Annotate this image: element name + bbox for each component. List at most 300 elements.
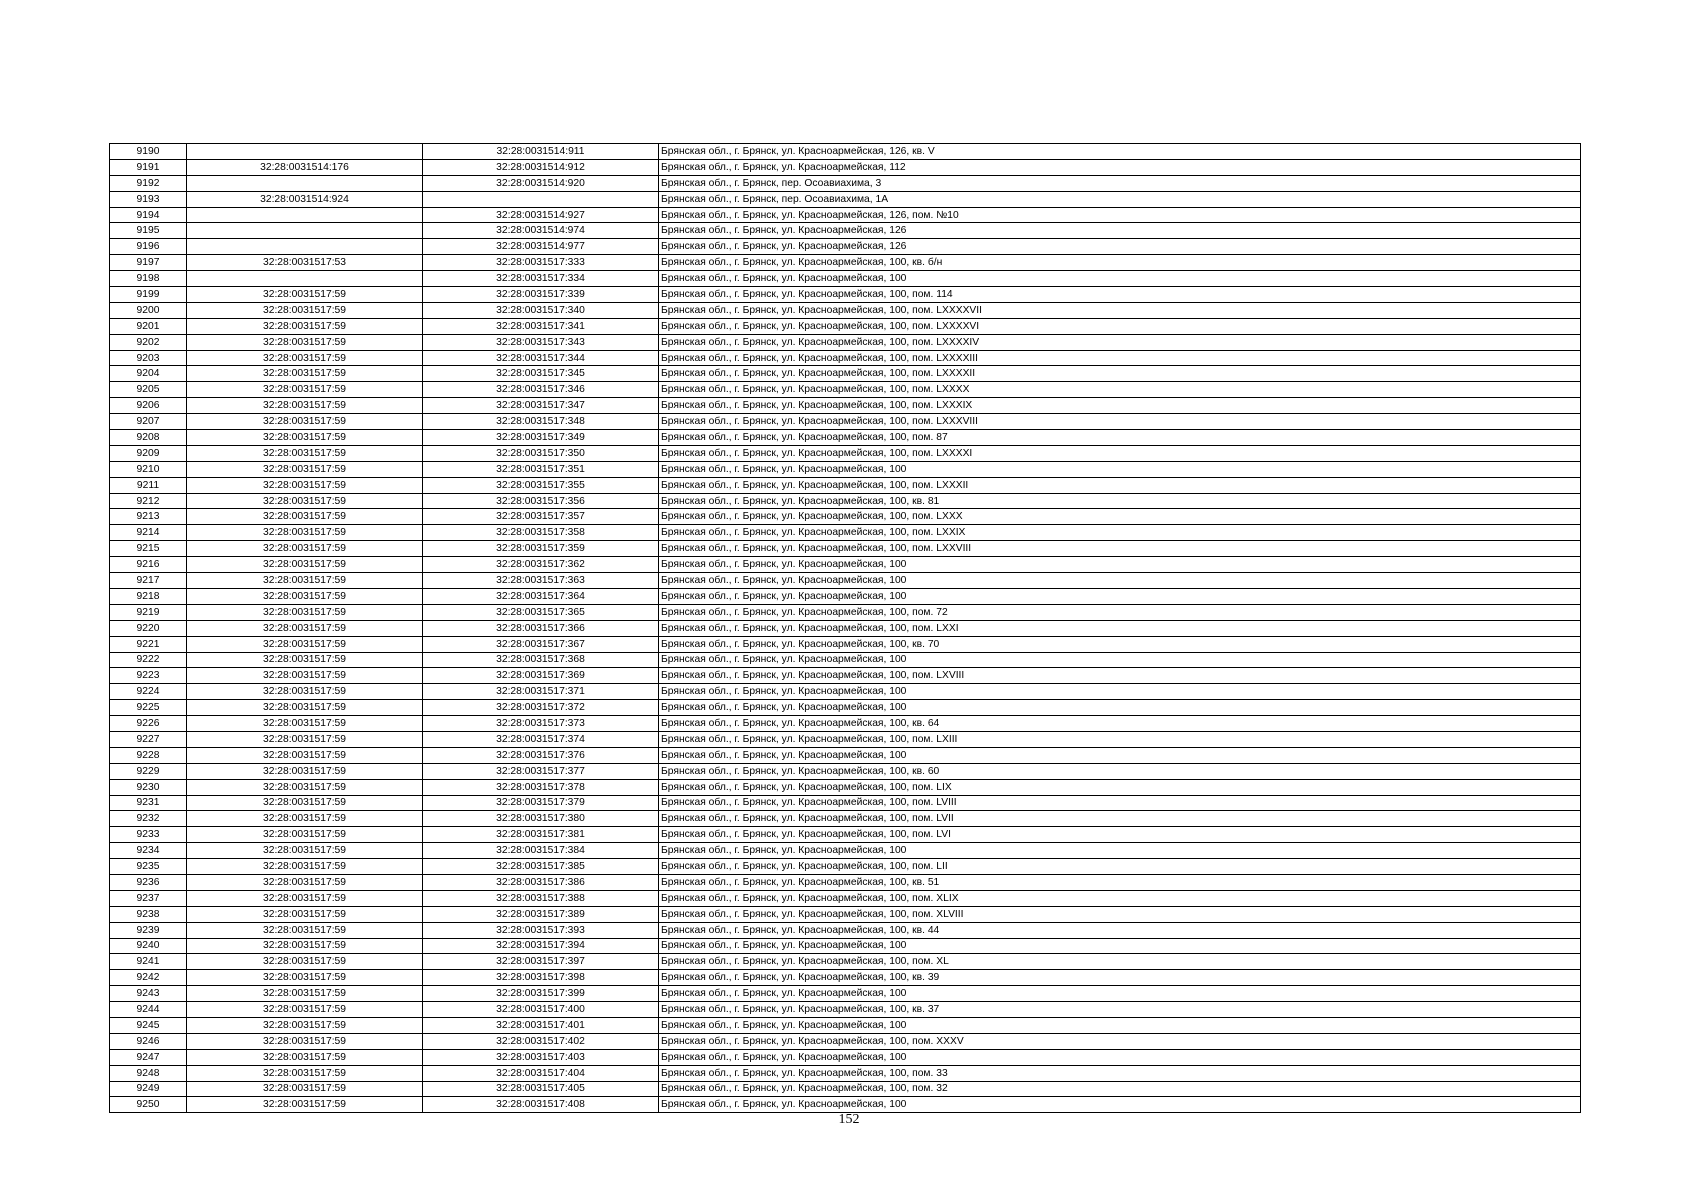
object-cadastral-number-cell: 32:28:0031517:333	[423, 255, 659, 271]
row-number-cell: 9194	[110, 207, 187, 223]
land-cadastral-number-cell: 32:28:0031517:59	[187, 445, 423, 461]
row-number-cell: 9213	[110, 509, 187, 525]
address-cell: Брянская обл., г. Брянск, ул. Красноармейская, 100, пом. XLVIII	[659, 906, 1581, 922]
row-number-cell: 9209	[110, 445, 187, 461]
table-row	[110, 302, 1581, 318]
address-cell: Брянская обл., г. Брянск, ул. Красноармейская, 100	[659, 461, 1581, 477]
object-cadastral-number-cell: 32:28:0031517:399	[423, 986, 659, 1002]
row-number-cell: 9199	[110, 287, 187, 303]
row-number-cell: 9205	[110, 382, 187, 398]
row-number-cell: 9206	[110, 398, 187, 414]
object-cadastral-number-cell: 32:28:0031514:927	[423, 207, 659, 223]
row-number-cell: 9214	[110, 525, 187, 541]
object-cadastral-number-cell: 32:28:0031517:350	[423, 445, 659, 461]
object-cadastral-number-cell: 32:28:0031517:340	[423, 302, 659, 318]
object-cadastral-number-cell: 32:28:0031517:386	[423, 874, 659, 890]
land-cadastral-number-cell	[187, 175, 423, 191]
table-row	[110, 239, 1581, 255]
row-number-cell: 9228	[110, 747, 187, 763]
land-cadastral-number-cell: 32:28:0031517:59	[187, 811, 423, 827]
address-cell: Брянская обл., г. Брянск, ул. Красноармейская, 100, пом. LVI	[659, 827, 1581, 843]
object-cadastral-number-cell: 32:28:0031517:344	[423, 350, 659, 366]
land-cadastral-number-cell: 32:28:0031517:59	[187, 874, 423, 890]
address-cell: Брянская обл., г. Брянск, ул. Красноармейская, 100, пом. XLIX	[659, 890, 1581, 906]
address-cell: Брянская обл., г. Брянск, ул. Красноармейская, 100, пом. XL	[659, 954, 1581, 970]
address-cell: Брянская обл., г. Брянск, ул. Красноармейская, 100, пом. LVIII	[659, 795, 1581, 811]
address-cell: Брянская обл., г. Брянск, ул. Красноармейская, 100	[659, 652, 1581, 668]
object-cadastral-number-cell: 32:28:0031517:339	[423, 287, 659, 303]
land-cadastral-number-cell: 32:28:0031517:59	[187, 906, 423, 922]
table-row	[110, 827, 1581, 843]
row-number-cell: 9201	[110, 318, 187, 334]
object-cadastral-number-cell: 32:28:0031517:379	[423, 795, 659, 811]
object-cadastral-number-cell: 32:28:0031517:377	[423, 763, 659, 779]
address-cell: Брянская обл., г. Брянск, ул. Красноармейская, 100	[659, 700, 1581, 716]
row-number-cell: 9246	[110, 1033, 187, 1049]
table-row	[110, 859, 1581, 875]
row-number-cell: 9234	[110, 843, 187, 859]
object-cadastral-number-cell: 32:28:0031517:381	[423, 827, 659, 843]
land-cadastral-number-cell	[187, 144, 423, 160]
object-cadastral-number-cell: 32:28:0031517:351	[423, 461, 659, 477]
address-cell: Брянская обл., г. Брянск, ул. Красноармейская, 100	[659, 843, 1581, 859]
object-cadastral-number-cell: 32:28:0031517:403	[423, 1049, 659, 1065]
object-cadastral-number-cell: 32:28:0031517:371	[423, 684, 659, 700]
address-cell: Брянская обл., г. Брянск, ул. Красноармейская, 100	[659, 1049, 1581, 1065]
address-cell: Брянская обл., г. Брянск, ул. Красноармейская, 100, пом. LXXIX	[659, 525, 1581, 541]
object-cadastral-number-cell: 32:28:0031517:404	[423, 1065, 659, 1081]
address-cell: Брянская обл., г. Брянск, ул. Красноармейская, 100, пом. LXXXXIV	[659, 334, 1581, 350]
land-cadastral-number-cell: 32:28:0031517:59	[187, 747, 423, 763]
row-number-cell: 9221	[110, 636, 187, 652]
address-cell: Брянская обл., г. Брянск, ул. Красноармейская, 100, кв. 39	[659, 970, 1581, 986]
table-row	[110, 557, 1581, 573]
row-number-cell: 9231	[110, 795, 187, 811]
address-cell: Брянская обл., г. Брянск, ул. Красноармейская, 100	[659, 573, 1581, 589]
table-row	[110, 763, 1581, 779]
land-cadastral-number-cell: 32:28:0031517:59	[187, 620, 423, 636]
table-row	[110, 445, 1581, 461]
address-cell: Брянская обл., г. Брянск, ул. Красноармейская, 100, пом. LIX	[659, 779, 1581, 795]
address-cell: Брянская обл., г. Брянск, ул. Красноармейская, 100	[659, 938, 1581, 954]
table-row	[110, 1002, 1581, 1018]
object-cadastral-number-cell: 32:28:0031517:366	[423, 620, 659, 636]
address-cell: Брянская обл., г. Брянск, ул. Красноармейская, 100	[659, 588, 1581, 604]
address-cell: Брянская обл., г. Брянск, ул. Красноармейская, 100, кв. 60	[659, 763, 1581, 779]
object-cadastral-number-cell: 32:28:0031517:385	[423, 859, 659, 875]
land-cadastral-number-cell: 32:28:0031517:59	[187, 652, 423, 668]
address-cell: Брянская обл., г. Брянск, ул. Красноармейская, 100, кв. 81	[659, 493, 1581, 509]
land-cadastral-number-cell: 32:28:0031517:59	[187, 414, 423, 430]
address-cell: Брянская обл., г. Брянск, ул. Красноармейская, 100, пом. LII	[659, 859, 1581, 875]
row-number-cell: 9224	[110, 684, 187, 700]
row-number-cell: 9212	[110, 493, 187, 509]
address-cell: Брянская обл., г. Брянск, ул. Красноармейская, 100, пом. LXXI	[659, 620, 1581, 636]
table-row	[110, 271, 1581, 287]
address-cell: Брянская обл., г. Брянск, ул. Красноармейская, 100, пом. LXXXXVII	[659, 302, 1581, 318]
table-row	[110, 986, 1581, 1002]
row-number-cell: 9202	[110, 334, 187, 350]
registry-table-body	[110, 144, 1581, 1113]
object-cadastral-number-cell: 32:28:0031517:380	[423, 811, 659, 827]
table-row	[110, 318, 1581, 334]
object-cadastral-number-cell: 32:28:0031517:402	[423, 1033, 659, 1049]
land-cadastral-number-cell: 32:28:0031517:59	[187, 1002, 423, 1018]
land-cadastral-number-cell: 32:28:0031517:59	[187, 1033, 423, 1049]
land-cadastral-number-cell: 32:28:0031517:59	[187, 938, 423, 954]
table-row	[110, 477, 1581, 493]
row-number-cell: 9215	[110, 541, 187, 557]
object-cadastral-number-cell: 32:28:0031514:977	[423, 239, 659, 255]
address-cell: Брянская обл., г. Брянск, ул. Красноармейская, 100, пом. LXXX	[659, 509, 1581, 525]
land-cadastral-number-cell: 32:28:0031517:59	[187, 509, 423, 525]
object-cadastral-number-cell: 32:28:0031517:367	[423, 636, 659, 652]
table-row	[110, 652, 1581, 668]
object-cadastral-number-cell: 32:28:0031517:401	[423, 1017, 659, 1033]
land-cadastral-number-cell: 32:28:0031517:59	[187, 366, 423, 382]
registry-table	[109, 143, 1581, 1113]
object-cadastral-number-cell: 32:28:0031517:368	[423, 652, 659, 668]
row-number-cell: 9222	[110, 652, 187, 668]
table-row	[110, 509, 1581, 525]
row-number-cell: 9207	[110, 414, 187, 430]
land-cadastral-number-cell: 32:28:0031517:59	[187, 334, 423, 350]
object-cadastral-number-cell: 32:28:0031517:359	[423, 541, 659, 557]
land-cadastral-number-cell: 32:28:0031517:59	[187, 573, 423, 589]
table-row	[110, 668, 1581, 684]
table-row	[110, 620, 1581, 636]
row-number-cell: 9250	[110, 1097, 187, 1113]
address-cell: Брянская обл., г. Брянск, ул. Красноармейская, 100, пом. 72	[659, 604, 1581, 620]
table-row	[110, 398, 1581, 414]
land-cadastral-number-cell: 32:28:0031517:59	[187, 716, 423, 732]
row-number-cell: 9230	[110, 779, 187, 795]
table-row	[110, 382, 1581, 398]
address-cell: Брянская обл., г. Брянск, ул. Красноармейская, 126	[659, 223, 1581, 239]
land-cadastral-number-cell: 32:28:0031514:176	[187, 159, 423, 175]
object-cadastral-number-cell: 32:28:0031517:394	[423, 938, 659, 954]
row-number-cell: 9236	[110, 874, 187, 890]
address-cell: Брянская обл., г. Брянск, ул. Красноармейская, 100, кв. 64	[659, 716, 1581, 732]
address-cell: Брянская обл., г. Брянск, ул. Красноармейская, 100, пом. 32	[659, 1081, 1581, 1097]
row-number-cell: 9198	[110, 271, 187, 287]
table-row	[110, 541, 1581, 557]
address-cell: Брянская обл., г. Брянск, ул. Красноармейская, 126, кв. V	[659, 144, 1581, 160]
land-cadastral-number-cell	[187, 271, 423, 287]
land-cadastral-number-cell: 32:28:0031517:59	[187, 287, 423, 303]
table-row	[110, 890, 1581, 906]
table-row	[110, 604, 1581, 620]
land-cadastral-number-cell: 32:28:0031517:59	[187, 684, 423, 700]
object-cadastral-number-cell: 32:28:0031517:384	[423, 843, 659, 859]
land-cadastral-number-cell: 32:28:0031517:59	[187, 890, 423, 906]
table-row	[110, 430, 1581, 446]
land-cadastral-number-cell: 32:28:0031517:59	[187, 700, 423, 716]
object-cadastral-number-cell: 32:28:0031517:341	[423, 318, 659, 334]
row-number-cell: 9219	[110, 604, 187, 620]
row-number-cell: 9223	[110, 668, 187, 684]
table-row	[110, 1049, 1581, 1065]
land-cadastral-number-cell: 32:28:0031517:59	[187, 795, 423, 811]
row-number-cell: 9193	[110, 191, 187, 207]
row-number-cell: 9232	[110, 811, 187, 827]
table-row	[110, 223, 1581, 239]
table-row	[110, 1017, 1581, 1033]
table-row	[110, 525, 1581, 541]
row-number-cell: 9249	[110, 1081, 187, 1097]
address-cell: Брянская обл., г. Брянск, ул. Красноармейская, 100, пом. LXXXXII	[659, 366, 1581, 382]
object-cadastral-number-cell: 32:28:0031517:348	[423, 414, 659, 430]
land-cadastral-number-cell: 32:28:0031517:59	[187, 604, 423, 620]
row-number-cell: 9191	[110, 159, 187, 175]
object-cadastral-number-cell: 32:28:0031517:405	[423, 1081, 659, 1097]
land-cadastral-number-cell: 32:28:0031514:924	[187, 191, 423, 207]
table-row	[110, 1081, 1581, 1097]
object-cadastral-number-cell: 32:28:0031517:369	[423, 668, 659, 684]
land-cadastral-number-cell: 32:28:0031517:59	[187, 557, 423, 573]
land-cadastral-number-cell: 32:28:0031517:59	[187, 302, 423, 318]
object-cadastral-number-cell: 32:28:0031517:362	[423, 557, 659, 573]
row-number-cell: 9229	[110, 763, 187, 779]
address-cell: Брянская обл., г. Брянск, ул. Красноармейская, 112	[659, 159, 1581, 175]
row-number-cell: 9243	[110, 986, 187, 1002]
table-row	[110, 493, 1581, 509]
object-cadastral-number-cell: 32:28:0031517:347	[423, 398, 659, 414]
object-cadastral-number-cell: 32:28:0031514:912	[423, 159, 659, 175]
land-cadastral-number-cell: 32:28:0031517:59	[187, 1065, 423, 1081]
land-cadastral-number-cell: 32:28:0031517:59	[187, 430, 423, 446]
object-cadastral-number-cell: 32:28:0031517:358	[423, 525, 659, 541]
table-row	[110, 588, 1581, 604]
address-cell: Брянская обл., г. Брянск, ул. Красноармейская, 100, пом. 114	[659, 287, 1581, 303]
row-number-cell: 9248	[110, 1065, 187, 1081]
row-number-cell: 9238	[110, 906, 187, 922]
table-row	[110, 287, 1581, 303]
object-cadastral-number-cell: 32:28:0031517:374	[423, 731, 659, 747]
object-cadastral-number-cell: 32:28:0031517:349	[423, 430, 659, 446]
address-cell: Брянская обл., г. Брянск, ул. Красноармейская, 126	[659, 239, 1581, 255]
land-cadastral-number-cell: 32:28:0031517:59	[187, 843, 423, 859]
table-row	[110, 175, 1581, 191]
address-cell: Брянская обл., г. Брянск, ул. Красноармейская, 100, кв. 51	[659, 874, 1581, 890]
row-number-cell: 9204	[110, 366, 187, 382]
address-cell: Брянская обл., г. Брянск, ул. Красноармейская, 100, кв. 37	[659, 1002, 1581, 1018]
object-cadastral-number-cell: 32:28:0031514:911	[423, 144, 659, 160]
table-row	[110, 1033, 1581, 1049]
address-cell: Брянская обл., г. Брянск, ул. Красноармейская, 100	[659, 1017, 1581, 1033]
row-number-cell: 9196	[110, 239, 187, 255]
land-cadastral-number-cell: 32:28:0031517:59	[187, 922, 423, 938]
land-cadastral-number-cell: 32:28:0031517:59	[187, 970, 423, 986]
address-cell: Брянская обл., г. Брянск, ул. Красноармейская, 100	[659, 271, 1581, 287]
row-number-cell: 9192	[110, 175, 187, 191]
object-cadastral-number-cell: 32:28:0031517:397	[423, 954, 659, 970]
land-cadastral-number-cell	[187, 239, 423, 255]
land-cadastral-number-cell: 32:28:0031517:59	[187, 1097, 423, 1113]
table-row	[110, 747, 1581, 763]
land-cadastral-number-cell: 32:28:0031517:59	[187, 588, 423, 604]
address-cell: Брянская обл., г. Брянск, ул. Красноармейская, 100, пом. LVII	[659, 811, 1581, 827]
address-cell: Брянская обл., г. Брянск, ул. Красноармейская, 100, пом. 87	[659, 430, 1581, 446]
address-cell: Брянская обл., г. Брянск, ул. Красноармейская, 100	[659, 684, 1581, 700]
address-cell: Брянская обл., г. Брянск, ул. Красноармейская, 100, кв. б/н	[659, 255, 1581, 271]
land-cadastral-number-cell: 32:28:0031517:59	[187, 763, 423, 779]
row-number-cell: 9245	[110, 1017, 187, 1033]
row-number-cell: 9235	[110, 859, 187, 875]
object-cadastral-number-cell: 32:28:0031517:343	[423, 334, 659, 350]
address-cell: Брянская обл., г. Брянск, ул. Красноармейская, 100, пом. LXXVIII	[659, 541, 1581, 557]
table-row	[110, 716, 1581, 732]
table-row	[110, 461, 1581, 477]
object-cadastral-number-cell: 32:28:0031517:378	[423, 779, 659, 795]
object-cadastral-number-cell: 32:28:0031517:408	[423, 1097, 659, 1113]
address-cell: Брянская обл., г. Брянск, ул. Красноармейская, 100	[659, 557, 1581, 573]
object-cadastral-number-cell: 32:28:0031517:334	[423, 271, 659, 287]
table-row	[110, 1097, 1581, 1113]
address-cell: Брянская обл., г. Брянск, ул. Красноармейская, 100, пом. LXXXVIII	[659, 414, 1581, 430]
land-cadastral-number-cell: 32:28:0031517:59	[187, 1081, 423, 1097]
row-number-cell: 9203	[110, 350, 187, 366]
land-cadastral-number-cell: 32:28:0031517:59	[187, 1049, 423, 1065]
table-row	[110, 700, 1581, 716]
row-number-cell: 9226	[110, 716, 187, 732]
land-cadastral-number-cell: 32:28:0031517:59	[187, 493, 423, 509]
land-cadastral-number-cell: 32:28:0031517:59	[187, 382, 423, 398]
row-number-cell: 9244	[110, 1002, 187, 1018]
row-number-cell: 9247	[110, 1049, 187, 1065]
table-row	[110, 938, 1581, 954]
table-row	[110, 334, 1581, 350]
land-cadastral-number-cell: 32:28:0031517:59	[187, 668, 423, 684]
table-row	[110, 414, 1581, 430]
land-cadastral-number-cell: 32:28:0031517:59	[187, 525, 423, 541]
address-cell: Брянская обл., г. Брянск, ул. Красноармейская, 100, пом. LXXXXI	[659, 445, 1581, 461]
table-row	[110, 636, 1581, 652]
object-cadastral-number-cell: 32:28:0031517:364	[423, 588, 659, 604]
address-cell: Брянская обл., г. Брянск, ул. Красноармейская, 100, пом. LXXXII	[659, 477, 1581, 493]
land-cadastral-number-cell	[187, 223, 423, 239]
object-cadastral-number-cell: 32:28:0031517:355	[423, 477, 659, 493]
row-number-cell: 9225	[110, 700, 187, 716]
page-number: 152	[838, 1112, 860, 1127]
land-cadastral-number-cell: 32:28:0031517:53	[187, 255, 423, 271]
row-number-cell: 9220	[110, 620, 187, 636]
table-row	[110, 144, 1581, 160]
row-number-cell: 9190	[110, 144, 187, 160]
object-cadastral-number-cell: 32:28:0031517:400	[423, 1002, 659, 1018]
address-cell: Брянская обл., г. Брянск, ул. Красноармейская, 126, пом. №10	[659, 207, 1581, 223]
land-cadastral-number-cell: 32:28:0031517:59	[187, 636, 423, 652]
row-number-cell: 9237	[110, 890, 187, 906]
address-cell: Брянская обл., г. Брянск, ул. Красноармейская, 100, пом. LXXXXIII	[659, 350, 1581, 366]
object-cadastral-number-cell: 32:28:0031514:920	[423, 175, 659, 191]
address-cell: Брянская обл., г. Брянск, ул. Красноармейская, 100	[659, 1097, 1581, 1113]
table-row	[110, 906, 1581, 922]
address-cell: Брянская обл., г. Брянск, ул. Красноармейская, 100, пом. LXVIII	[659, 668, 1581, 684]
table-row	[110, 1065, 1581, 1081]
object-cadastral-number-cell: 32:28:0031517:398	[423, 970, 659, 986]
row-number-cell: 9239	[110, 922, 187, 938]
land-cadastral-number-cell: 32:28:0031517:59	[187, 398, 423, 414]
table-row	[110, 191, 1581, 207]
row-number-cell: 9211	[110, 477, 187, 493]
table-row	[110, 731, 1581, 747]
land-cadastral-number-cell: 32:28:0031517:59	[187, 827, 423, 843]
address-cell: Брянская обл., г. Брянск, пер. Осоавиахима, 1А	[659, 191, 1581, 207]
object-cadastral-number-cell: 32:28:0031517:345	[423, 366, 659, 382]
row-number-cell: 9200	[110, 302, 187, 318]
object-cadastral-number-cell: 32:28:0031517:346	[423, 382, 659, 398]
object-cadastral-number-cell: 32:28:0031517:389	[423, 906, 659, 922]
object-cadastral-number-cell: 32:28:0031517:356	[423, 493, 659, 509]
table-row	[110, 207, 1581, 223]
address-cell: Брянская обл., г. Брянск, ул. Красноармейская, 100	[659, 747, 1581, 763]
table-row	[110, 922, 1581, 938]
table-row	[110, 874, 1581, 890]
address-cell: Брянская обл., г. Брянск, ул. Красноармейская, 100	[659, 986, 1581, 1002]
row-number-cell: 9195	[110, 223, 187, 239]
object-cadastral-number-cell: 32:28:0031514:974	[423, 223, 659, 239]
land-cadastral-number-cell: 32:28:0031517:59	[187, 859, 423, 875]
object-cadastral-number-cell: 32:28:0031517:365	[423, 604, 659, 620]
table-row	[110, 843, 1581, 859]
land-cadastral-number-cell: 32:28:0031517:59	[187, 779, 423, 795]
table-row	[110, 954, 1581, 970]
object-cadastral-number-cell	[423, 191, 659, 207]
address-cell: Брянская обл., г. Брянск, ул. Красноармейская, 100, пом. LXXXIX	[659, 398, 1581, 414]
row-number-cell: 9197	[110, 255, 187, 271]
object-cadastral-number-cell: 32:28:0031517:376	[423, 747, 659, 763]
land-cadastral-number-cell: 32:28:0031517:59	[187, 731, 423, 747]
table-row	[110, 970, 1581, 986]
address-cell: Брянская обл., г. Брянск, ул. Красноармейская, 100, пом. LXXXXVI	[659, 318, 1581, 334]
land-cadastral-number-cell: 32:28:0031517:59	[187, 541, 423, 557]
row-number-cell: 9208	[110, 430, 187, 446]
table-row	[110, 573, 1581, 589]
address-cell: Брянская обл., г. Брянск, ул. Красноармейская, 100, кв. 44	[659, 922, 1581, 938]
land-cadastral-number-cell	[187, 207, 423, 223]
row-number-cell: 9242	[110, 970, 187, 986]
table-row	[110, 779, 1581, 795]
row-number-cell: 9217	[110, 573, 187, 589]
address-cell: Брянская обл., г. Брянск, пер. Осоавиахима, 3	[659, 175, 1581, 191]
table-row	[110, 795, 1581, 811]
row-number-cell: 9227	[110, 731, 187, 747]
row-number-cell: 9241	[110, 954, 187, 970]
address-cell: Брянская обл., г. Брянск, ул. Красноармейская, 100, пом. LXXXX	[659, 382, 1581, 398]
row-number-cell: 9216	[110, 557, 187, 573]
land-cadastral-number-cell: 32:28:0031517:59	[187, 477, 423, 493]
object-cadastral-number-cell: 32:28:0031517:393	[423, 922, 659, 938]
object-cadastral-number-cell: 32:28:0031517:372	[423, 700, 659, 716]
object-cadastral-number-cell: 32:28:0031517:388	[423, 890, 659, 906]
object-cadastral-number-cell: 32:28:0031517:373	[423, 716, 659, 732]
land-cadastral-number-cell: 32:28:0031517:59	[187, 350, 423, 366]
land-cadastral-number-cell: 32:28:0031517:59	[187, 461, 423, 477]
table-row	[110, 350, 1581, 366]
object-cadastral-number-cell: 32:28:0031517:363	[423, 573, 659, 589]
land-cadastral-number-cell: 32:28:0031517:59	[187, 954, 423, 970]
address-cell: Брянская обл., г. Брянск, ул. Красноармейская, 100, пом. 33	[659, 1065, 1581, 1081]
table-row	[110, 366, 1581, 382]
address-cell: Брянская обл., г. Брянск, ул. Красноармейская, 100, пом. LXIII	[659, 731, 1581, 747]
table-row	[110, 684, 1581, 700]
land-cadastral-number-cell: 32:28:0031517:59	[187, 1017, 423, 1033]
address-cell: Брянская обл., г. Брянск, ул. Красноармейская, 100, кв. 70	[659, 636, 1581, 652]
row-number-cell: 9218	[110, 588, 187, 604]
row-number-cell: 9240	[110, 938, 187, 954]
address-cell: Брянская обл., г. Брянск, ул. Красноармейская, 100, пом. XXXV	[659, 1033, 1581, 1049]
